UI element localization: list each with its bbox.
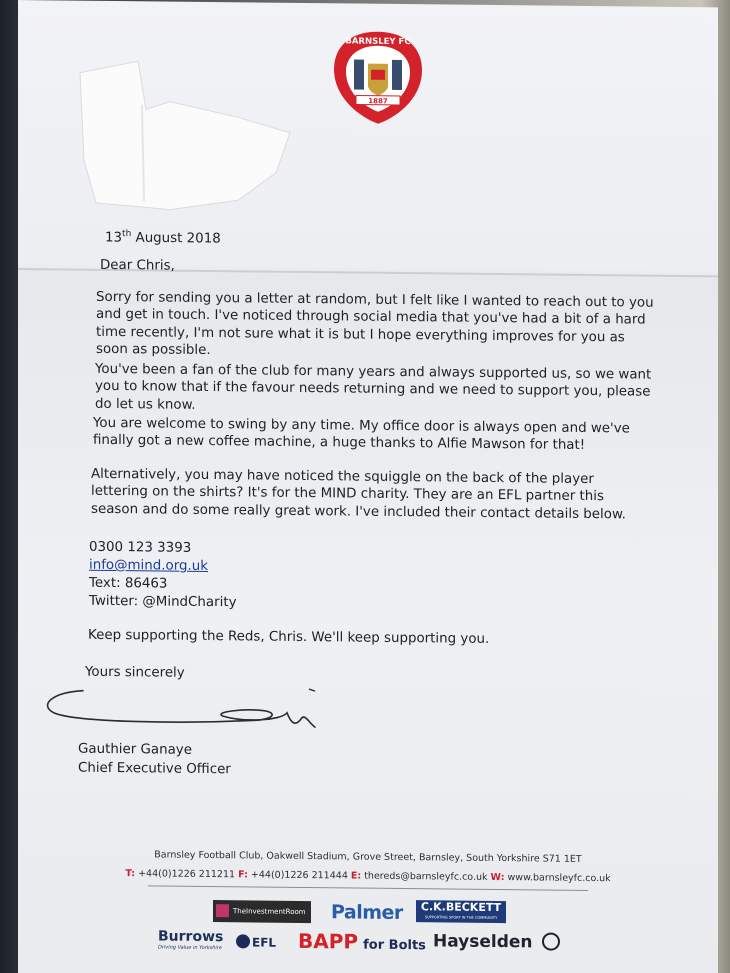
ckbeckett-text: C.K.BECKETT <box>420 900 502 915</box>
paragraph-2: You've been a fan of the club for many years and always supported us, so we want you to know that if the favour needs returning and we need to support you, please do let us know. <box>95 361 652 413</box>
burrows-text: Burrows <box>158 928 224 946</box>
paragraph-4: Alternatively, you may have noticed the squiggle on the back of the player lettering on the shirts? It's for the MIND charity. They are an EFL partner this season and do some really great work. I've included their contact details below. <box>91 466 626 523</box>
footer-email: thereds@barnsleyfc.co.uk <box>361 870 491 883</box>
footer-address: Barnsley Football Club, Oakwell Stadium, Grove Street, Barnsley, South Yorkshire S71 1ET <box>154 849 582 865</box>
sponsor-palmer-logo: Palmer <box>331 901 403 925</box>
sponsor-ckbeckett-logo <box>416 900 506 923</box>
sponsor-hayselden-logo <box>433 931 560 952</box>
paragraph-3: You are welcome to swing by any time. My office door is always open and we've finally got a new coffee machine, a huge thanks to Alfie Mawson for that! <box>93 415 630 454</box>
mind-phone: 0300 123 3393 <box>89 539 192 556</box>
ckbeckett-tagline: SUPPORTING SPORT IN THE COMMUNITY <box>424 915 498 921</box>
date-month-year: August 2018 <box>131 230 221 247</box>
footer-website: www.barnsleyfc.co.uk <box>504 872 611 885</box>
sponsor-investment-room-logo <box>213 900 311 923</box>
closing-line: Keep supporting the Reds, Chris. We'll keep supporting you. <box>88 627 490 647</box>
footer-email-label: E: <box>350 870 362 882</box>
investment-room-house-icon <box>216 904 229 917</box>
sponsor-efl-logo <box>236 934 276 949</box>
crest-club-name: BARNSLEY FC <box>345 36 411 48</box>
signature <box>43 680 333 738</box>
volkswagen-icon <box>542 932 560 950</box>
sponsor-burrows-logo <box>158 929 223 951</box>
salutation: Dear Chris, <box>100 257 175 274</box>
mind-twitter: Twitter: @MindCharity <box>89 593 237 611</box>
efl-ball-icon <box>236 934 250 948</box>
crest-year: 1887 <box>368 97 388 106</box>
hayselden-text: Hayselden <box>433 931 533 953</box>
footer-web-label: W: <box>490 871 505 884</box>
signer-title: Chief Executive Officer <box>78 760 231 778</box>
burrows-tagline: Driving Value in Yorkshire <box>158 944 222 952</box>
letter-sheet <box>18 0 718 973</box>
footer-fax: +44(0)1226 211444 <box>247 869 351 882</box>
footer-divider <box>148 885 588 891</box>
signoff: Yours sincerely <box>85 664 185 681</box>
torn-paper-patch <box>78 61 293 213</box>
mind-text-number: Text: 86463 <box>89 575 168 592</box>
footer-phone-label: T: <box>125 868 136 880</box>
bapp-text: BAPP <box>298 928 359 954</box>
footer-fax-label: F: <box>238 869 248 881</box>
date-day: 13 <box>105 230 123 246</box>
footer-phone: +44(0)1226 211211 <box>135 868 239 881</box>
letter-date <box>105 226 221 248</box>
sponsor-bapp-logo <box>298 929 426 954</box>
efl-text: EFL <box>252 935 277 950</box>
signer-name: Gauthier Ganaye <box>78 741 192 758</box>
bapp-for-bolts-text: for Bolts <box>363 937 426 954</box>
mind-email-link[interactable]: info@mind.org.uk <box>89 557 208 574</box>
barnsley-fc-crest-logo <box>330 29 426 126</box>
investment-room-text: TheInvestmentRoom <box>233 907 306 917</box>
date-suffix: th <box>122 229 132 240</box>
paragraph-1: Sorry for sending you a letter at random, but I felt like I wanted to reach out to you and get in touch. I've noticed through social media that you've had a bit of a hard time recently, I'm not sure what it is but I hope everything improves for you as soon as possible. <box>96 289 654 359</box>
footer-contacts <box>18 867 718 885</box>
